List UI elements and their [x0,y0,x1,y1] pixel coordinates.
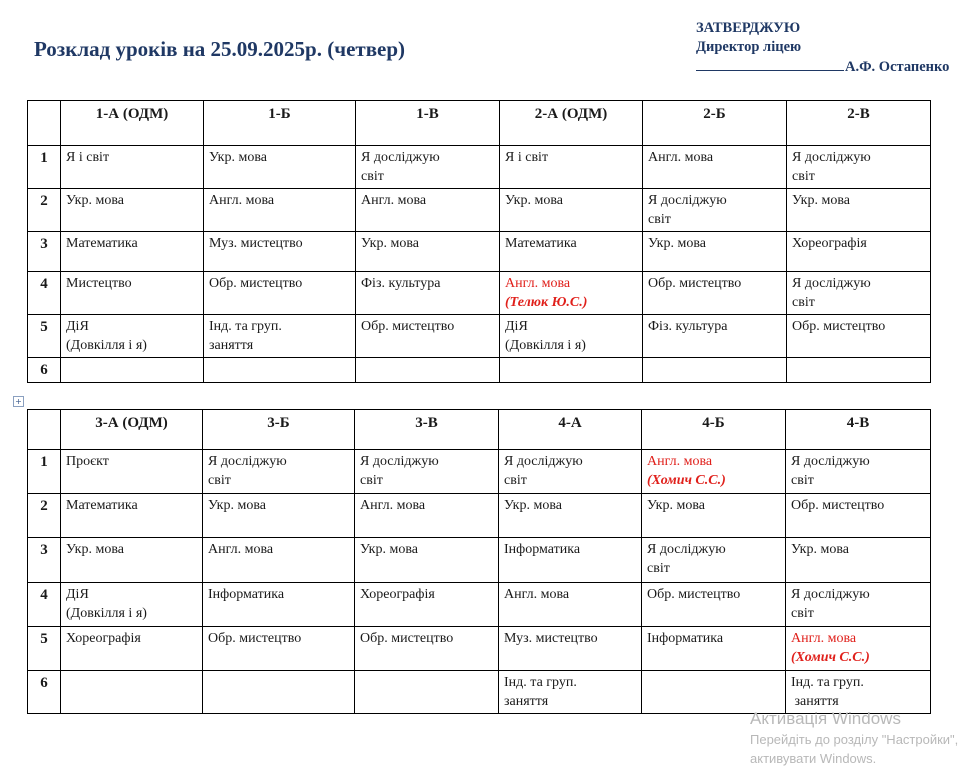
subject-text: Англ. мова [648,150,714,165]
lesson-cell [61,146,204,189]
lesson-cell [355,671,499,714]
schedule-table-grades-1-2 [27,100,931,383]
subject-text: ДіЯ [66,319,89,334]
lesson-cell [355,583,499,627]
subject-text: Мистецтво [66,276,132,291]
lesson-cell [642,494,786,538]
lesson-number: 1 [28,450,61,494]
lesson-cell [643,315,787,358]
lesson-number: 5 [28,627,61,671]
subject-text: ДіЯ [66,587,89,602]
lesson-cell [204,146,356,189]
subject-text: Укр. мова [648,236,706,251]
lesson-row [28,450,931,494]
subject-text: Укр. мова [66,542,124,557]
lesson-cell [643,358,787,383]
subject-text: Обр. мистецтво [647,587,741,602]
lesson-cell [787,358,931,383]
lesson-cell [786,494,931,538]
subject-text: Укр. мова [504,498,562,513]
lesson-cell [786,627,931,671]
subject-text: Укр. мова [361,236,419,251]
lesson-cell [204,189,356,232]
subject-text-line2: світ [208,473,231,488]
teacher-note: (Хомич С.С.) [791,650,870,665]
subject-text: Інд. та груп. [209,319,282,334]
subject-text: Обр. мистецтво [792,319,886,334]
lesson-cell [500,272,643,315]
subject-text: Я досліджую [792,150,871,165]
class-header: 2-В [787,101,931,146]
lesson-row [28,358,931,383]
subject-text: Укр. мова [209,150,267,165]
subject-text: Фіз. культура [648,319,728,334]
class-header: 1-В [356,101,500,146]
lesson-row [28,146,931,189]
lesson-cell [500,232,643,272]
lesson-number: 4 [28,272,61,315]
watermark-line-2: активувати Windows. [750,751,877,766]
lesson-cell [203,450,355,494]
table-move-handle-icon[interactable]: + [13,396,24,407]
subject-text: Я досліджую [361,150,440,165]
teacher-note: (Телюк Ю.С.) [505,295,588,310]
subject-text: Обр. мистецтво [209,276,303,291]
lesson-cell [499,583,642,627]
watermark-title: Активація Windows [750,709,901,728]
lesson-cell [786,538,931,583]
subject-text: Математика [66,498,138,513]
lesson-number: 3 [28,232,61,272]
subject-text-line2: світ [791,606,814,621]
lesson-cell [204,358,356,383]
subject-text: Інформатика [647,631,724,646]
subject-text: Я досліджую [791,587,870,602]
lesson-row [28,583,931,627]
lesson-cell [500,358,643,383]
lesson-cell [787,146,931,189]
class-header: 1-А (ОДМ) [61,101,204,146]
subject-text: Інформатика [208,587,285,602]
lesson-row [28,272,931,315]
lesson-cell [643,146,787,189]
class-header: 2-Б [643,101,787,146]
subject-text: Я досліджую [504,454,583,469]
subject-text-line2: світ [792,169,815,184]
subject-text: ДіЯ [505,319,528,334]
lesson-number: 5 [28,315,61,358]
subject-text: Англ. мова [208,542,274,557]
lesson-cell [642,450,786,494]
lesson-number: 6 [28,671,61,714]
lesson-cell [203,494,355,538]
lesson-cell [61,671,203,714]
corner-cell [28,101,61,146]
lesson-cell [355,494,499,538]
lesson-cell [61,538,203,583]
lesson-cell [61,450,203,494]
subject-text: Англ. мова [791,631,857,646]
subject-text-line2: світ [648,212,671,227]
class-header: 3-А (ОДМ) [61,410,203,450]
lesson-cell [499,494,642,538]
subject-text: Інформатика [504,542,581,557]
lesson-cell [786,450,931,494]
lesson-cell [61,358,204,383]
subject-text: Інд. та груп. [504,675,577,690]
subject-text: Я досліджую [792,276,871,291]
subject-text-line2: світ [360,473,383,488]
subject-text: Я досліджую [360,454,439,469]
lesson-cell [61,272,204,315]
watermark-line-1: Перейдіть до розділу "Настройки", [750,732,959,747]
subject-text: Обр. мистецтво [648,276,742,291]
subject-text: Англ. мова [361,193,427,208]
lesson-cell [787,315,931,358]
subject-text-line2: (Довкілля і я) [505,338,586,353]
lesson-cell [204,232,356,272]
class-header: 4-В [786,410,931,450]
lesson-cell [787,189,931,232]
lesson-cell [356,315,500,358]
subject-text: Я і світ [66,150,110,165]
subject-text: Я і світ [505,150,549,165]
lesson-row [28,315,931,358]
subject-text-line2: світ [361,169,384,184]
lesson-cell [499,627,642,671]
subject-text-line2: заняття [504,694,549,709]
lesson-cell [500,146,643,189]
lesson-number: 6 [28,358,61,383]
lesson-cell [61,189,204,232]
lesson-cell [642,583,786,627]
header-row [28,410,931,450]
subject-text: Англ. мова [360,498,426,513]
subject-text-line2: світ [792,295,815,310]
subject-text: Я досліджую [648,193,727,208]
approval-block [696,19,949,77]
lesson-cell [355,627,499,671]
lesson-cell [642,627,786,671]
header-row [28,101,931,146]
signature-line [696,57,844,71]
schedule-table-grades-3-4 [27,409,931,714]
lesson-cell [499,450,642,494]
subject-text: Укр. мова [647,498,705,513]
lesson-cell [61,583,203,627]
subject-text: Інд. та груп. [791,675,864,690]
lesson-cell [356,146,500,189]
subject-text: Обр. мистецтво [208,631,302,646]
lesson-cell [356,232,500,272]
subject-text: Муз. мистецтво [209,236,303,251]
subject-text-line2: світ [791,473,814,488]
lesson-cell [356,272,500,315]
lesson-cell [203,627,355,671]
corner-cell [28,410,61,450]
subject-text: Англ. мова [504,587,570,602]
approval-signature [696,57,949,77]
approval-heading: ЗАТВЕРДЖУЮ [696,20,801,36]
subject-text: Математика [505,236,577,251]
lesson-cell [642,538,786,583]
lesson-cell [355,538,499,583]
lesson-cell [787,272,931,315]
subject-text: Я досліджую [208,454,287,469]
subject-text: Хореографія [66,631,141,646]
lesson-cell [61,627,203,671]
subject-text: Укр. мова [505,193,563,208]
lesson-number: 2 [28,494,61,538]
lesson-cell [61,494,203,538]
subject-text: Проєкт [66,454,109,469]
lesson-cell [500,315,643,358]
lesson-cell [643,232,787,272]
lesson-cell [204,272,356,315]
lesson-row [28,538,931,583]
subject-text: Укр. мова [66,193,124,208]
page-title: Розклад уроків на 25.09.2025р. (четвер) [34,37,406,61]
lesson-cell [203,671,355,714]
subject-text: Укр. мова [208,498,266,513]
class-header: 3-Б [203,410,355,450]
subject-text: Я досліджую [647,542,726,557]
subject-text-line2: світ [504,473,527,488]
class-header: 3-В [355,410,499,450]
subject-text: Математика [66,236,138,251]
subject-text-line2: (Довкілля і я) [66,606,147,621]
lesson-cell [204,315,356,358]
subject-text: Обр. мистецтво [360,631,454,646]
subject-text: Укр. мова [360,542,418,557]
lesson-cell [203,583,355,627]
lesson-cell [61,232,204,272]
class-header: 4-Б [642,410,786,450]
subject-text-line2: (Довкілля і я) [66,338,147,353]
subject-text: Хореографія [792,236,867,251]
subject-text: Укр. мова [791,542,849,557]
lesson-cell [356,189,500,232]
director-name: А.Ф. Остапенко [845,59,950,75]
lesson-number: 3 [28,538,61,583]
lesson-number: 1 [28,146,61,189]
lesson-cell [355,450,499,494]
lesson-cell [356,358,500,383]
subject-text: Англ. мова [505,276,571,291]
lesson-number: 2 [28,189,61,232]
lesson-number: 4 [28,583,61,627]
subject-text: Англ. мова [209,193,275,208]
lesson-row [28,627,931,671]
lesson-row [28,494,931,538]
subject-text: Англ. мова [647,454,713,469]
teacher-note: (Хомич С.С.) [647,473,726,488]
lesson-cell [203,538,355,583]
class-header: 1-Б [204,101,356,146]
subject-text: Укр. мова [792,193,850,208]
lesson-row [28,232,931,272]
class-header: 4-А [499,410,642,450]
subject-text: Я досліджую [791,454,870,469]
lesson-cell [499,538,642,583]
lesson-cell [500,189,643,232]
lesson-cell [643,272,787,315]
lesson-cell [643,189,787,232]
lesson-cell [786,583,931,627]
lesson-cell [61,315,204,358]
windows-activation-watermark [750,708,958,768]
subject-text-line2: світ [647,561,670,576]
subject-text: Обр. мистецтво [361,319,455,334]
subject-text: Обр. мистецтво [791,498,885,513]
lesson-cell [499,671,642,714]
subject-text-line2: заняття [209,338,254,353]
approval-position: Директор ліцею [696,39,802,55]
subject-text-line2: заняття [791,694,839,709]
class-header: 2-А (ОДМ) [500,101,643,146]
lesson-row [28,189,931,232]
lesson-cell [787,232,931,272]
subject-text: Хореографія [360,587,435,602]
subject-text: Муз. мистецтво [504,631,598,646]
subject-text: Фіз. культура [361,276,441,291]
